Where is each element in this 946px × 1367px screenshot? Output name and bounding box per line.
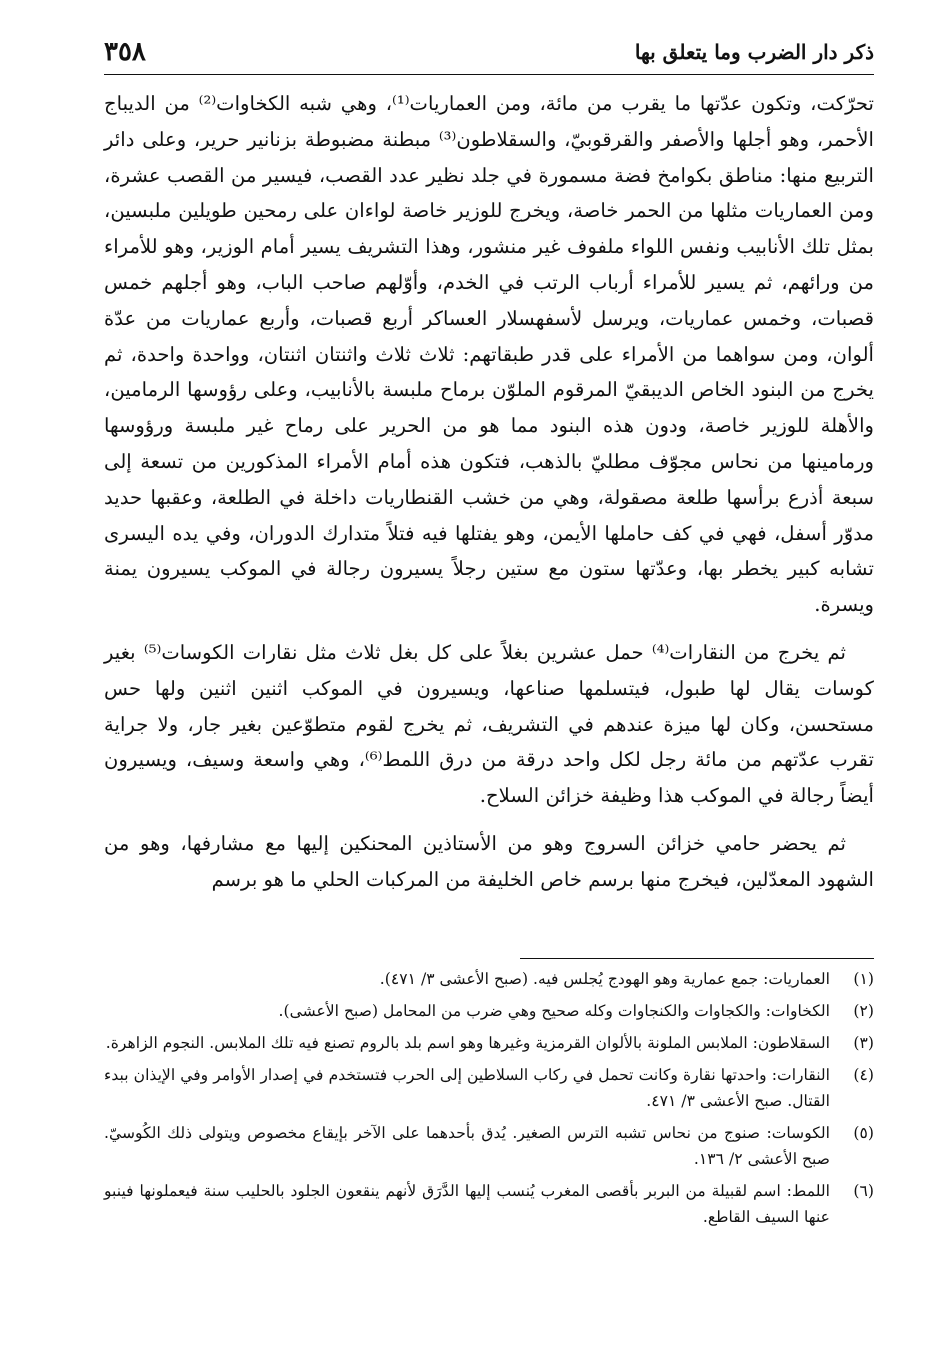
page-number: ٣٥٨	[104, 37, 146, 67]
page-header	[104, 30, 874, 75]
footnote-number: (٣)	[853, 1034, 874, 1052]
footnote-text: العماريات: جمع عمارية وهو الهودج يُجلس فيه. (صبح الأعشى ٣/ ٤٧١).	[379, 970, 830, 988]
footnote-text: الكوسات: صنوج من نحاس تشبه الترس الصغير. يُدق بأحدهما على الآخر بإيقاع مخصوص ويتولى ذلك الكُوسيّ. صبح الأعشى ٢/ ١٣٦.	[104, 1124, 830, 1168]
paragraph: ثم يخرج من النقارات⁽⁴⁾ حمل عشرين بغلاً على كل بغل ثلاث مثل نقارات الكوسات⁽⁵⁾ بغير كوسات يقال لها طبول، فيتسلمها صناعها، ويسيرون في الموكب اثنين اثنين ولها حس مستحسن، وكان لها ميزة عندهم في التشريف، ثم يخرج لقوم متطوّعين بغير جار، ولا جراية تقرب عدّتهم من مائة رجل لكل واحد درقة من درق اللمط⁽⁶⁾، وهي واسعة وسيف، ويسيرون أيضاً رجالة في الموكب هذا وظيفة خزائن السلاح.	[104, 640, 874, 808]
footnote-number: (١)	[853, 970, 874, 988]
running-title: ذكر دار الضرب وما يتعلق بها	[634, 40, 874, 64]
footnote	[104, 998, 874, 1024]
footnote-text: اللمط: اسم لقبيلة من البربر بأقصى المغرب يُنسب إليها الدَّرَق لأنهم ينقعون الجلود بالحليب سنة فيعملونها فينبو عنها السيف القاطع.	[104, 1182, 830, 1226]
footnote	[104, 966, 874, 992]
footnote	[104, 1120, 874, 1172]
footnotes	[104, 966, 874, 1236]
footnote-number: (٤)	[853, 1066, 874, 1084]
footnote-number: (٦)	[853, 1182, 874, 1200]
paragraph: تحرّكت، وتكون عدّتها ما يقرب من مائة، ومن العماريات⁽¹⁾، وهي شبه الكخاوات⁽²⁾ من الديباج الأحمر، وهو أجلها والأصفر والقرقوبيّ، والسقلاطون⁽³⁾ مبطنة مضبوطة بزنانير حرير، وعلى دائر التربيع منها: مناطق بكوامخ فضة مسمورة في جلد نظير عدد القصب، فيسير من القصب عشرة، ومن العماريات مثلها من الحمر خاصة، ويخرج للوزير خاصة لواءان على رمحين طويلين ملبسين، بمثل تلك الأنابيب ونفس اللواء ملفوف غير منشور، وهذا التشريف يسير أمام الوزير، وهو للأمراء من ورائهم، ثم يسير للأمراء أرباب الرتب في الخدم، وأوّلهم صاحب الباب، وهو أجلهم خمس قصبات، وخمس عماريات، ويرسل لأسفهسلار العساكر أربع قصبات، وأربع عماريات من عدّة ألوان، ومن سواهما من الأمراء على قدر طبقاتهم: ثلاث ثلاث واثنتان اثنتان، وواحدة واحدة، ثم يخرج من البنود الخاص الديبقيّ المرقوم الملوّن برماح ملبسة بالأنابيب، وعلى رؤوسها الرمامين، والأهلة للوزير خاصة، ودون هذه البنود مما هو من الحرير على رماح غير ملبسة ورؤوسها ورمامينها من نحاس مجوّف مطليّ بالذهب، فتكون هذه أمام الأمراء المذكورين من تسعة إلى سبعة أذرع برأسها طلعة مصقولة، وهي من خشب القنطاريات داخلة في الطلعة، وعقبها حديد مدوّر أسفل، فهي في كف حاملها الأيمن، وهو يفتلها فيه فتلاً متدارك الدوران، وفي يده اليسرى تشابه كبير يخطر بها، وعدّتها ستون مع ستين رجلاً يسيرون رجالة في الموكب يسيرون يمنة ويسرة.	[104, 92, 874, 617]
main-text	[104, 86, 874, 898]
footnote-number: (٢)	[853, 1002, 874, 1020]
footnote-text: الكخاوات: والكجاوات والكنجاوات وكله صحيح وهي ضرب من المحامل (صبح الأعشى).	[278, 1002, 830, 1020]
footnote	[104, 1030, 874, 1056]
footnote-separator	[520, 958, 874, 959]
paragraph: ثم يحضر حامي خزائن السروج وهو من الأستاذين المحنكين إليها مع مشارفها، وهو من الشهود المعدّلين، فيخرج منها برسم خاص الخليفة من المركبات الحلي ما هو برسم	[104, 831, 874, 891]
footnote-text: السقلاطون: الملابس الملونة بالألوان القرمزية وغيرها وهو اسم بلد بالروم تصنع فيه تلك الملابس. النجوم الزاهرة.	[105, 1034, 830, 1052]
footnote	[104, 1178, 874, 1230]
footnote	[104, 1062, 874, 1114]
footnote-text: النقارات: واحدتها نقارة وكانت تحمل في ركاب السلاطين إلى الحرب فتستخدم في إصدار الأوامر وفي الإيذان ببدء القتال. صبح الأعشى ٣/ ٤٧١.	[104, 1066, 830, 1110]
footnote-number: (٥)	[853, 1124, 874, 1142]
